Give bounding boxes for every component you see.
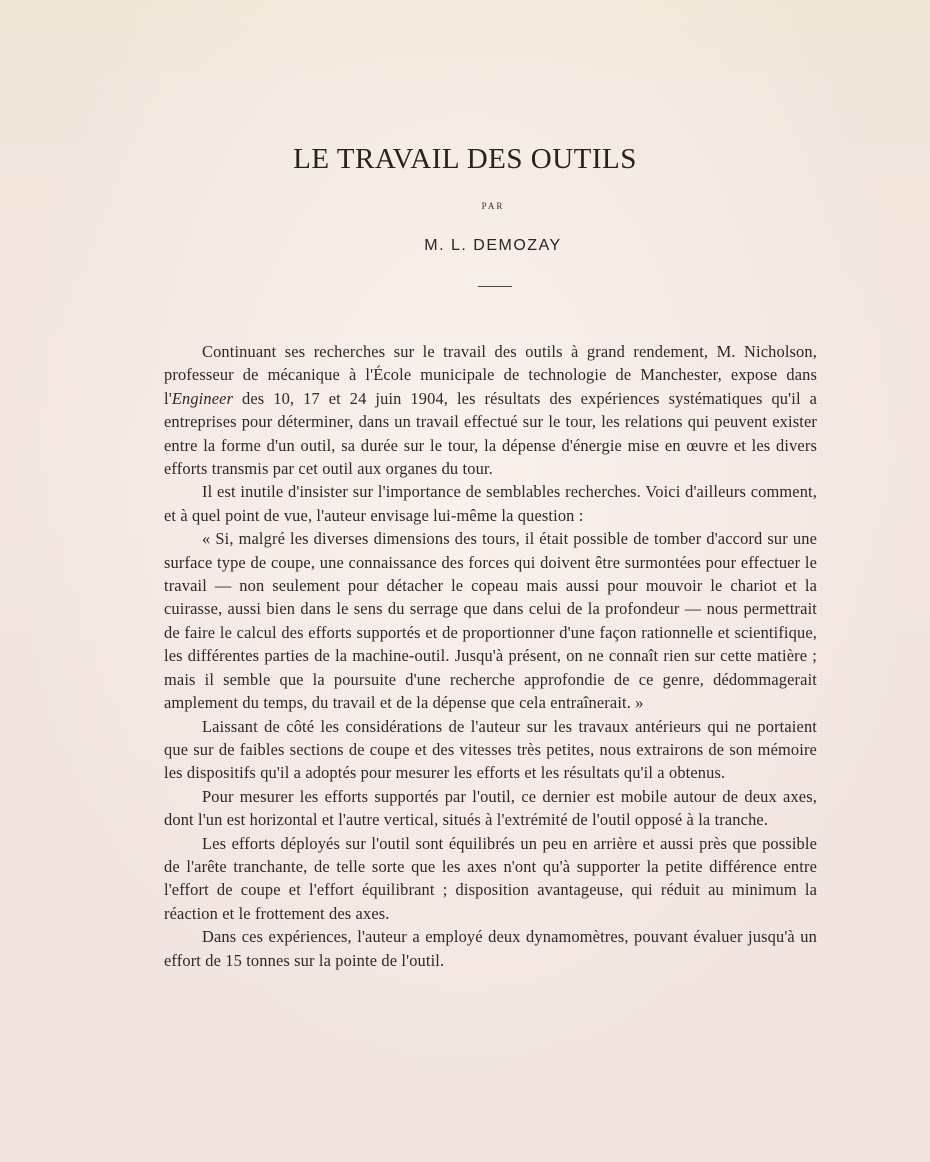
paragraph-6: Les efforts déployés sur l'outil sont équilibrés un peu en arrière et aussi près que possible de l'arête tranchante, de telle sorte que les axes n'ont qu'à supporter la petite différence entre l'effort de coupe et l'effort équilibrant ; disposition avantageuse, qui réduit au minimum la réaction et le frottement des axes. bbox=[164, 833, 817, 923]
byline-par: PAR bbox=[481, 201, 505, 211]
paragraph-2: Il est inutile d'insister sur l'importance de semblables recherches. Voici d'ailleurs comment, et à quel point de vue, l'auteur envisage lui-même la question : bbox=[164, 482, 817, 525]
author-name: M. L. DEMOZAY bbox=[424, 237, 562, 254]
title-divider bbox=[478, 286, 512, 287]
article-title: LE TRAVAIL DES OUTILS bbox=[293, 143, 637, 175]
journal-name: Engineer bbox=[171, 388, 234, 408]
paragraph-quote: « Si, malgré les diverses dimensions des tours, il était possible de tomber d'accord sur une surface type de coupe, une connaissance des forces qui doivent être surmontées pour effectuer le travail — non seulement pour détacher le copeau mais aussi pour mouvoir le chariot et la cuirasse, aussi bien dans le sens du serrage que dans celui de la profondeur — nous permettrait de faire le calcul des efforts supportés et de proportionner d'une façon rationnelle et scientifique, les différentes parties de la machine-outil. Jusqu'à présent, on ne connaît rien sur cette matière ; mais il semble que la poursuite d'une recherche approfondie de ce genre, dédommagerait amplement du temps, du travail et de la dépense que cela entraînerait. » bbox=[164, 529, 817, 713]
article-body bbox=[164, 340, 817, 972]
paragraph-5: Pour mesurer les efforts supportés par l'outil, ce dernier est mobile autour de deux axes, dont l'un est horizontal et l'autre vertical, situés à l'extrémité de l'outil opposé à la tranche. bbox=[164, 786, 817, 830]
paragraph-4: Laissant de côté les considérations de l'auteur sur les travaux antérieurs qui ne portaient que sur de faibles sections de coupe et des vitesses très petites, nous extrairons de son mémoire les dispositifs qu'il a adoptés pour mesurer les efforts et les résultats qu'il a obtenus. bbox=[164, 716, 817, 783]
paragraph-1: Continuant ses recherches sur le travail des outils à grand rendement, M. Nicholson, professeur de mécanique à l'École municipale de technologie de Manchester, expose dans l'Engineer des 10, 17 et 24 juin 1904, les résultats des expériences systématiques qu'il a entreprises pour déterminer, dans un travail effectué sur le tour, les relations qui peuvent exister entre la forme d'un outil, sa durée sur le tour, la dépense d'énergie mise en œuvre et les divers efforts transmis par cet outil aux organes du tour. bbox=[164, 342, 817, 479]
paragraph-7: Dans ces expériences, l'auteur a employé deux dynamomètres, pouvant évaluer jusqu'à un effort de 15 tonnes sur la pointe de l'outil. bbox=[164, 927, 817, 970]
